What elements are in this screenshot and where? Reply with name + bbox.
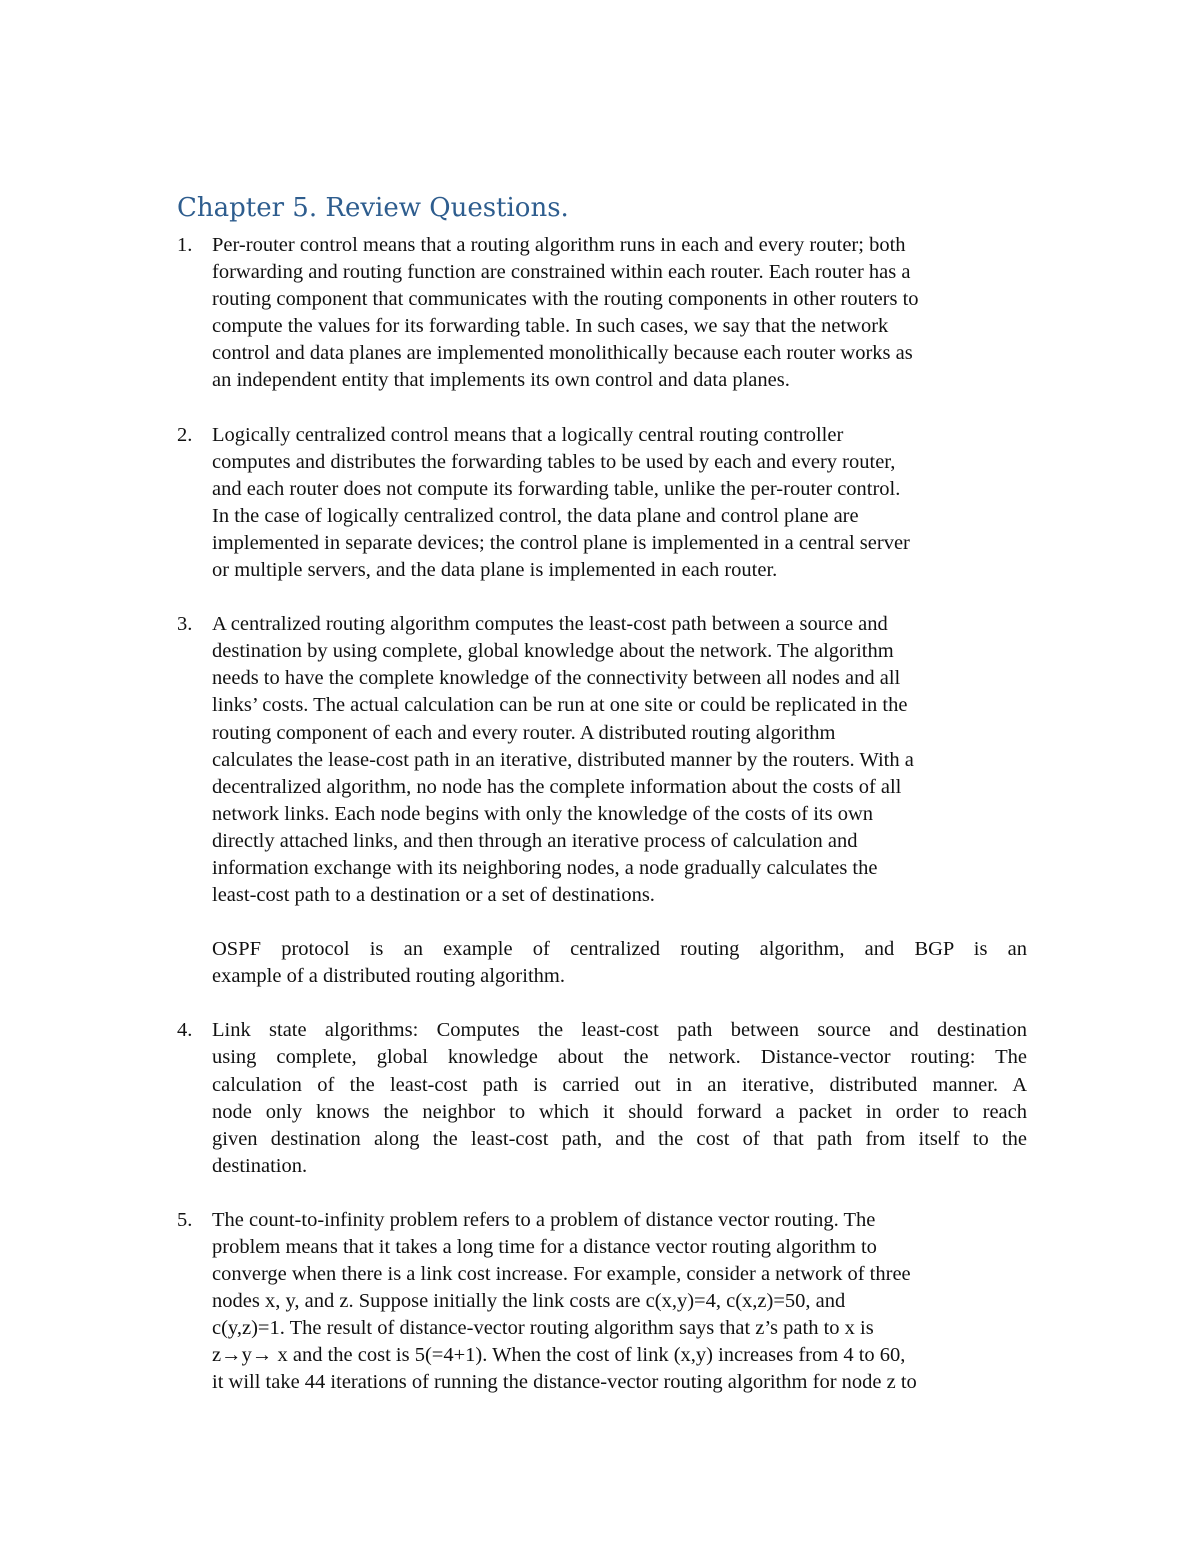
text-line: and each router does not compute its forwarding table, unlike the per-router control. (212, 477, 901, 500)
question-item-2 (177, 422, 1027, 585)
text-line: decentralized algorithm, no node has the complete information about the costs of all (212, 775, 902, 798)
question-answer-text (212, 422, 1027, 585)
text-line: computes and distributes the forwarding tables to be used by each and every router, (212, 450, 896, 473)
text-line: an independent entity that implements its own control and data planes. (212, 369, 790, 392)
text-line: links’ costs. The actual calculation can be run at one site or could be replicated in the (212, 694, 908, 717)
text-line: compute the values for its forwarding table. In such cases, we say that the network (212, 315, 889, 338)
review-question-list (177, 232, 1027, 1424)
question-item-3 (177, 611, 1027, 990)
question-answer-text (212, 1017, 1027, 1180)
text-line: Per-router control means that a routing algorithm runs in each and every router; both (212, 234, 906, 256)
text-line: implemented in separate devices; the control plane is implemented in a central server (212, 531, 910, 554)
text-line: routing component of each and every router. A distributed routing algorithm (212, 721, 836, 744)
question-number: 4. (177, 1019, 193, 1042)
chapter-title: Chapter 5. Review Questions. (177, 193, 569, 223)
text-line: or multiple servers, and the data plane is implemented in each router. (212, 559, 778, 582)
text-line: OSPF protocol is an example of centralized routing algorithm, and BGP is an (212, 938, 1027, 961)
text-line: routing component that communicates with the routing components in other routers to (212, 288, 919, 311)
text-line: example of a distributed routing algorithm. (212, 965, 565, 988)
text-line: c(y,z)=1. The result of distance-vector routing algorithm says that z’s path to x is (212, 1317, 874, 1340)
text-line: it will take 44 iterations of running the distance-vector routing algorithm for node z to (212, 1371, 917, 1394)
question-number: 5. (177, 1208, 193, 1231)
text-line: The count-to-infinity problem refers to a problem of distance vector routing. The (212, 1208, 876, 1231)
text-line: destination by using complete, global knowledge about the network. The algorithm (212, 640, 894, 663)
text-line: information exchange with its neighboring nodes, a node gradually calculates the (212, 856, 878, 879)
text-line: nodes x, y, and z. Suppose initially the link costs are c(x,y)=4, c(x,z)=50, and (212, 1290, 846, 1313)
question-item-1 (177, 232, 1027, 395)
text-line: converge when there is a link cost increase. For example, consider a network of three (212, 1263, 911, 1286)
question-answer-text (212, 1207, 1027, 1397)
question-answer-text (212, 232, 1027, 395)
text-line: directly attached links, and then through an iterative process of calculation and (212, 829, 858, 852)
text-line: given destination along the least-cost path, and the cost of that path from itself to the (212, 1127, 1027, 1150)
question-item-4 (177, 1017, 1027, 1180)
text-line: using complete, global knowledge about the network. Distance-vector routing: The (212, 1046, 1027, 1069)
text-line: Logically centralized control means that a logically central routing controller (212, 423, 844, 446)
text-line: A centralized routing algorithm computes the least-cost path between a source and (212, 613, 888, 636)
text-line: In the case of logically centralized control, the data plane and control plane are (212, 504, 859, 527)
text-line: destination. (212, 1154, 308, 1177)
question-number: 1. (177, 234, 193, 256)
text-line: network links. Each node begins with only the knowledge of the costs of its own (212, 802, 874, 825)
text-line: least-cost path to a destination or a set of destinations. (212, 884, 655, 907)
text-line: z→y→ x and the cost is 5(=4+1). When the cost of link (x,y) increases from 4 to 60, (212, 1344, 906, 1367)
text-line: node only knows the neighbor to which it should forward a packet in order to reach (212, 1100, 1027, 1123)
text-line: needs to have the complete knowledge of the connectivity between all nodes and all (212, 667, 901, 690)
question-number: 2. (177, 423, 193, 446)
question-answer-text (212, 611, 1027, 909)
text-line: forwarding and routing function are constrained within each router. Each router has a (212, 261, 911, 284)
text-line: calculates the lease-cost path in an iterative, distributed manner by the routers. With a (212, 748, 914, 771)
question-item-5 (177, 1207, 1027, 1397)
text-line: calculation of the least-cost path is carried out in an iterative, distributed manner. A (212, 1073, 1027, 1096)
text-line: problem means that it takes a long time for a distance vector routing algorithm to (212, 1236, 877, 1258)
text-line: control and data planes are implemented monolithically because each router works as (212, 342, 913, 365)
question-number: 3. (177, 613, 193, 636)
question-answer-subparagraph (212, 936, 1027, 990)
text-line: Link state algorithms: Computes the least-cost path between source and destination (212, 1019, 1027, 1042)
